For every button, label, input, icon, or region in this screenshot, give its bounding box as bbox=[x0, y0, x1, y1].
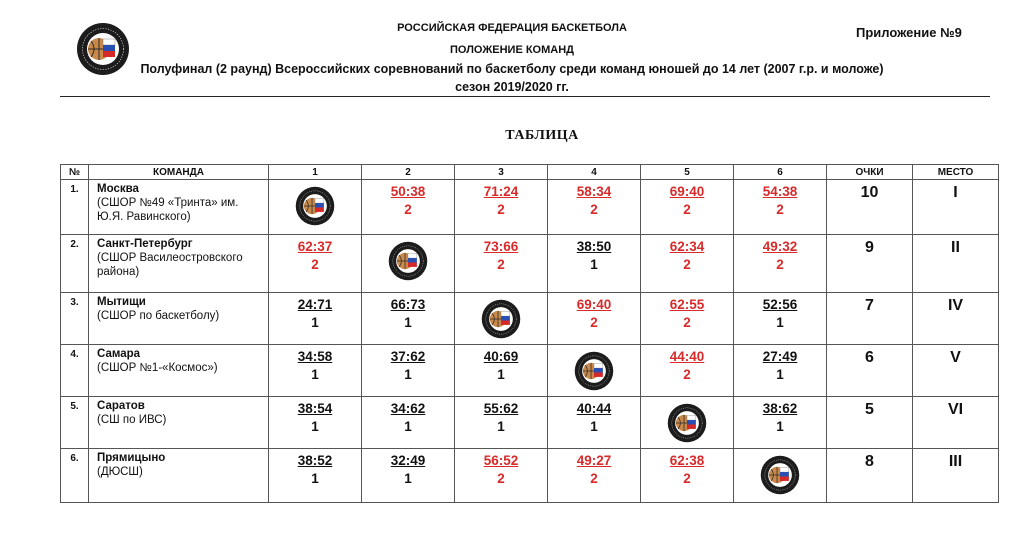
self-match-cell bbox=[362, 235, 455, 293]
match-points: 2 bbox=[497, 202, 505, 217]
final-place: V bbox=[913, 345, 999, 397]
result-cell bbox=[734, 180, 827, 235]
result-cell bbox=[641, 449, 734, 503]
match-score: 69:40 bbox=[576, 297, 612, 312]
team-name: Мытищи bbox=[97, 296, 146, 308]
match-score: 54:38 bbox=[762, 184, 798, 199]
row-number: 4. bbox=[61, 345, 89, 397]
result-cell bbox=[455, 345, 548, 397]
match-points: 1 bbox=[311, 419, 319, 434]
result-cell bbox=[548, 397, 641, 449]
column-header: КОМАНДА bbox=[89, 165, 269, 180]
match-score: 50:38 bbox=[390, 184, 426, 199]
match-score: 62:34 bbox=[669, 239, 705, 254]
match-score: 24:71 bbox=[297, 297, 333, 312]
result-cell bbox=[269, 345, 362, 397]
total-points: 5 bbox=[827, 397, 913, 449]
match-points: 1 bbox=[311, 471, 319, 486]
match-score: 56:52 bbox=[483, 453, 519, 468]
match-points: 2 bbox=[311, 257, 319, 272]
match-points: 1 bbox=[776, 419, 784, 434]
match-score: 62:55 bbox=[669, 297, 705, 312]
self-match-cell bbox=[269, 180, 362, 235]
match-score: 55:62 bbox=[483, 401, 519, 416]
match-points: 1 bbox=[590, 257, 598, 272]
match-score: 38:54 bbox=[297, 401, 333, 416]
column-header: МЕСТО bbox=[913, 165, 999, 180]
federation-logo-icon bbox=[574, 351, 614, 391]
result-cell bbox=[269, 235, 362, 293]
team-cell bbox=[89, 397, 269, 449]
result-cell bbox=[269, 449, 362, 503]
match-score: 58:34 bbox=[576, 184, 612, 199]
match-points: 1 bbox=[311, 315, 319, 330]
match-points: 1 bbox=[404, 367, 412, 382]
row-number: 5. bbox=[61, 397, 89, 449]
team-description: (СШОР №49 «Тринта» им. Ю.Я. Равинского) bbox=[97, 197, 239, 223]
result-cell bbox=[362, 293, 455, 345]
organization-name: РОССИЙСКАЯ ФЕДЕРАЦИЯ БАСКЕТБОЛА bbox=[397, 22, 627, 34]
team-cell bbox=[89, 293, 269, 345]
result-cell bbox=[362, 180, 455, 235]
final-place: I bbox=[913, 180, 999, 235]
result-cell bbox=[455, 397, 548, 449]
federation-logo-icon bbox=[760, 455, 800, 495]
match-points: 2 bbox=[497, 471, 505, 486]
column-header: 5 bbox=[641, 165, 734, 180]
match-score: 62:38 bbox=[669, 453, 705, 468]
table-row bbox=[61, 449, 999, 503]
team-name: Саратов bbox=[97, 400, 145, 412]
match-score: 52:56 bbox=[762, 297, 798, 312]
appendix-label: Приложение №9 bbox=[856, 25, 962, 40]
result-cell bbox=[455, 180, 548, 235]
result-cell bbox=[734, 397, 827, 449]
document-subtitle: ПОЛОЖЕНИЕ КОМАНД bbox=[450, 44, 574, 56]
result-cell bbox=[269, 397, 362, 449]
column-header: ОЧКИ bbox=[827, 165, 913, 180]
document-title: Полуфинал (2 раунд) Всероссийских соревнований по баскетболу среди команд юношей до 14 лет (2007 г.р. и моложе) bbox=[140, 62, 884, 76]
team-cell bbox=[89, 345, 269, 397]
result-cell bbox=[548, 235, 641, 293]
table-header-row bbox=[61, 165, 999, 180]
table-row bbox=[61, 235, 999, 293]
match-score: 27:49 bbox=[762, 349, 798, 364]
match-score: 62:37 bbox=[297, 239, 333, 254]
team-name: Самара bbox=[97, 348, 141, 360]
result-cell bbox=[734, 235, 827, 293]
table-caption: ТАБЛИЦА bbox=[505, 128, 579, 143]
result-cell bbox=[641, 345, 734, 397]
column-header: 1 bbox=[269, 165, 362, 180]
federation-logo-icon bbox=[388, 241, 428, 281]
match-points: 2 bbox=[683, 367, 691, 382]
match-score: 69:40 bbox=[669, 184, 705, 199]
team-cell bbox=[89, 449, 269, 503]
match-points: 1 bbox=[590, 419, 598, 434]
row-number: 2. bbox=[61, 235, 89, 293]
match-points: 1 bbox=[404, 471, 412, 486]
federation-logo-icon bbox=[481, 299, 521, 339]
match-points: 1 bbox=[311, 367, 319, 382]
match-score: 37:62 bbox=[390, 349, 426, 364]
self-match-cell bbox=[548, 345, 641, 397]
row-number: 3. bbox=[61, 293, 89, 345]
final-place: II bbox=[913, 235, 999, 293]
match-points: 2 bbox=[590, 315, 598, 330]
match-score: 32:49 bbox=[390, 453, 426, 468]
season-label: сезон 2019/2020 гг. bbox=[455, 80, 569, 94]
team-description: (СШОР по баскетболу) bbox=[97, 310, 220, 322]
match-score: 73:66 bbox=[483, 239, 519, 254]
self-match-cell bbox=[455, 293, 548, 345]
result-cell bbox=[641, 235, 734, 293]
result-cell bbox=[362, 397, 455, 449]
result-cell bbox=[455, 235, 548, 293]
team-name: Москва bbox=[97, 183, 139, 195]
match-points: 2 bbox=[590, 202, 598, 217]
result-cell bbox=[641, 293, 734, 345]
match-score: 34:62 bbox=[390, 401, 426, 416]
result-cell bbox=[734, 345, 827, 397]
match-points: 2 bbox=[683, 257, 691, 272]
total-points: 10 bbox=[827, 180, 913, 235]
table-row bbox=[61, 180, 999, 235]
match-points: 2 bbox=[590, 471, 598, 486]
match-points: 2 bbox=[497, 257, 505, 272]
standings-body bbox=[61, 180, 999, 503]
match-points: 2 bbox=[683, 202, 691, 217]
final-place: VI bbox=[913, 397, 999, 449]
total-points: 7 bbox=[827, 293, 913, 345]
match-points: 1 bbox=[497, 367, 505, 382]
match-score: 40:69 bbox=[483, 349, 519, 364]
total-points: 8 bbox=[827, 449, 913, 503]
result-cell bbox=[548, 449, 641, 503]
federation-logo-icon bbox=[667, 403, 707, 443]
result-cell bbox=[641, 180, 734, 235]
result-cell bbox=[362, 345, 455, 397]
match-score: 34:58 bbox=[297, 349, 333, 364]
match-points: 2 bbox=[683, 315, 691, 330]
team-description: (СШ по ИВС) bbox=[97, 414, 167, 426]
match-points: 2 bbox=[776, 257, 784, 272]
standings-table bbox=[60, 164, 999, 503]
table-row bbox=[61, 345, 999, 397]
match-points: 1 bbox=[776, 315, 784, 330]
result-cell bbox=[269, 293, 362, 345]
team-description: (ДЮСШ) bbox=[97, 466, 143, 478]
result-cell bbox=[734, 293, 827, 345]
match-points: 2 bbox=[683, 471, 691, 486]
match-points: 1 bbox=[404, 315, 412, 330]
column-header: 3 bbox=[455, 165, 548, 180]
match-score: 40:44 bbox=[576, 401, 612, 416]
match-score: 66:73 bbox=[390, 297, 426, 312]
result-cell bbox=[455, 449, 548, 503]
row-number: 1. bbox=[61, 180, 89, 235]
column-header: 6 bbox=[734, 165, 827, 180]
match-points: 2 bbox=[776, 202, 784, 217]
team-name: Прямицыно bbox=[97, 452, 166, 464]
row-number: 6. bbox=[61, 449, 89, 503]
team-cell bbox=[89, 235, 269, 293]
header-divider bbox=[60, 96, 990, 97]
total-points: 6 bbox=[827, 345, 913, 397]
team-name: Санкт-Петербург bbox=[97, 238, 193, 250]
self-match-cell bbox=[641, 397, 734, 449]
result-cell bbox=[548, 180, 641, 235]
team-description: (СШОР Василеостровского района) bbox=[97, 252, 243, 278]
match-points: 1 bbox=[497, 419, 505, 434]
column-header: 2 bbox=[362, 165, 455, 180]
team-description: (СШОР №1-«Космос») bbox=[97, 362, 218, 374]
total-points: 9 bbox=[827, 235, 913, 293]
result-cell bbox=[362, 449, 455, 503]
table-row bbox=[61, 397, 999, 449]
table-row bbox=[61, 293, 999, 345]
result-cell bbox=[548, 293, 641, 345]
final-place: IV bbox=[913, 293, 999, 345]
match-score: 38:50 bbox=[576, 239, 612, 254]
match-score: 49:32 bbox=[762, 239, 798, 254]
match-score: 71:24 bbox=[483, 184, 519, 199]
self-match-cell bbox=[734, 449, 827, 503]
match-points: 2 bbox=[404, 202, 412, 217]
column-header: 4 bbox=[548, 165, 641, 180]
team-cell bbox=[89, 180, 269, 235]
match-score: 38:52 bbox=[297, 453, 333, 468]
match-score: 49:27 bbox=[576, 453, 612, 468]
match-points: 1 bbox=[776, 367, 784, 382]
federation-logo-icon bbox=[295, 186, 335, 226]
final-place: III bbox=[913, 449, 999, 503]
match-points: 1 bbox=[404, 419, 412, 434]
match-score: 44:40 bbox=[669, 349, 705, 364]
match-score: 38:62 bbox=[762, 401, 798, 416]
column-header: № bbox=[61, 165, 89, 180]
